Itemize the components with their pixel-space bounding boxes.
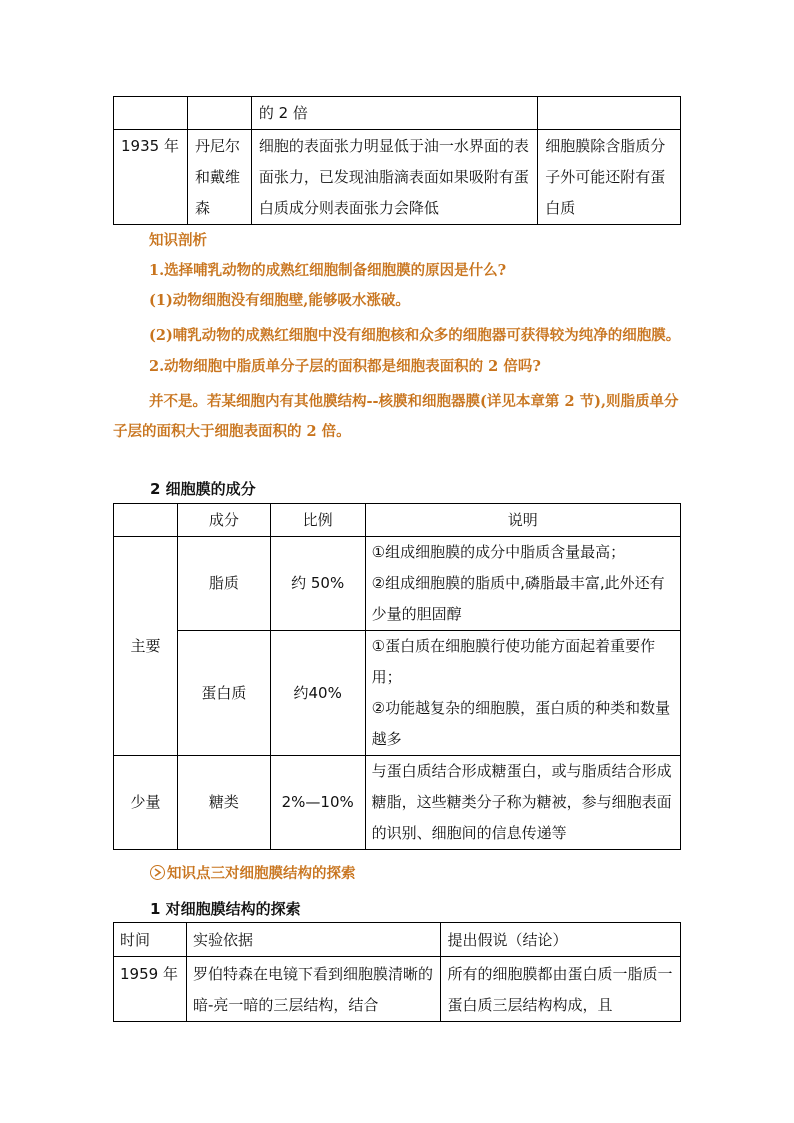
- component-cell: 糖类: [177, 756, 270, 850]
- arrow-circle-icon: [150, 865, 165, 880]
- experiment-cell: 的 2 倍: [251, 97, 537, 130]
- year-cell: [114, 97, 188, 130]
- table-row: [114, 756, 681, 850]
- column-header: 实验依据: [186, 923, 441, 957]
- ratio-cell: 约 50%: [270, 537, 365, 631]
- column-header: 成分: [177, 504, 270, 537]
- component-cell: 脂质: [177, 537, 270, 631]
- description-cell: 与蛋白质结合形成糖蛋白，或与脂质结合形成糖脂，这些糖类分子称为糖被，参与细胞表面的识别、细胞间的信息传递等: [365, 756, 680, 850]
- analysis-title: 知识剖析: [149, 232, 207, 249]
- table-row: [114, 537, 681, 631]
- description-line: ①蛋白质在细胞膜行使功能方面起着重要作用；: [371, 637, 656, 686]
- description-line: ②组成细胞膜的脂质中,磷脂最丰富,此外还有少量的胆固醇: [371, 574, 665, 623]
- knowledge-analysis: [113, 231, 683, 447]
- table-row: [114, 631, 681, 756]
- description-cell: [365, 537, 680, 631]
- component-cell: 蛋白质: [177, 631, 270, 756]
- year-cell: 1935 年: [114, 130, 188, 225]
- knowledge-point-heading: [150, 862, 356, 883]
- conclusion-cell: [538, 97, 681, 130]
- column-header: [114, 504, 178, 537]
- column-header: 时间: [114, 923, 187, 957]
- answer-1-2: (2)哺乳动物的成熟红细胞中没有细胞核和众多的细胞器可获得较为纯净的细胞膜。: [149, 327, 681, 344]
- question-2: 2.动物细胞中脂质单分子层的面积都是细胞表面积的 2 倍吗?: [149, 358, 541, 375]
- table-header-row: [114, 923, 681, 957]
- column-header: 说明: [365, 504, 680, 537]
- question-1: 1.选择哺乳动物的成熟红细胞制备细胞膜的原因是什么?: [149, 262, 507, 279]
- person-cell: 丹尼尔和戴维森: [187, 130, 251, 225]
- table-row: [114, 97, 681, 130]
- hypothesis-cell: 所有的细胞膜都由蛋白质一脂质一蛋白质三层结构构成，且: [441, 957, 681, 1022]
- answer-1-1: (1)动物细胞没有细胞壁,能够吸水涨破。: [149, 292, 410, 309]
- structure-exploration-table: [113, 922, 681, 1022]
- category-cell: 少量: [114, 756, 178, 850]
- description-line: ②功能越复杂的细胞膜，蛋白质的种类和数量越多: [371, 699, 671, 748]
- description-line: ①组成细胞膜的成分中脂质含量最高；: [371, 543, 626, 561]
- table-row: [114, 130, 681, 225]
- section-heading: 2 细胞膜的成分: [150, 480, 256, 498]
- membrane-components-table: [113, 503, 681, 850]
- year-cell: 1959 年: [114, 957, 187, 1022]
- knowledge-point-text: 知识点三对细胞膜结构的探索: [167, 866, 356, 882]
- basis-cell: 罗伯特森在电镜下看到细胞膜清晰的暗-亮一暗的三层结构，结合: [186, 957, 441, 1022]
- ratio-cell: 2%—10%: [270, 756, 365, 850]
- ratio-cell: 约40%: [270, 631, 365, 756]
- conclusion-cell: 细胞膜除含脂质分子外可能还附有蛋白质: [538, 130, 681, 225]
- experiment-cell: 细胞的表面张力明显低于油一水界面的表面张力，已发现油脂滴表面如果吸附有蛋白质成分则表面张力会降低: [251, 130, 537, 225]
- history-table-continued: [113, 96, 681, 225]
- person-cell: [187, 97, 251, 130]
- description-cell: [365, 631, 680, 756]
- table-row: [114, 957, 681, 1022]
- column-header: 提出假说（结论）: [441, 923, 681, 957]
- category-cell: 主要: [114, 537, 178, 756]
- column-header: 比例: [270, 504, 365, 537]
- table-header-row: [114, 504, 681, 537]
- section-heading: 1 对细胞膜结构的探索: [150, 900, 301, 918]
- answer-2: 并不是。若某细胞内有其他膜结构--核膜和细胞器膜(详见本章第 2 节),则脂质单分子层的面积大于细胞表面积的 2 倍。: [113, 393, 679, 440]
